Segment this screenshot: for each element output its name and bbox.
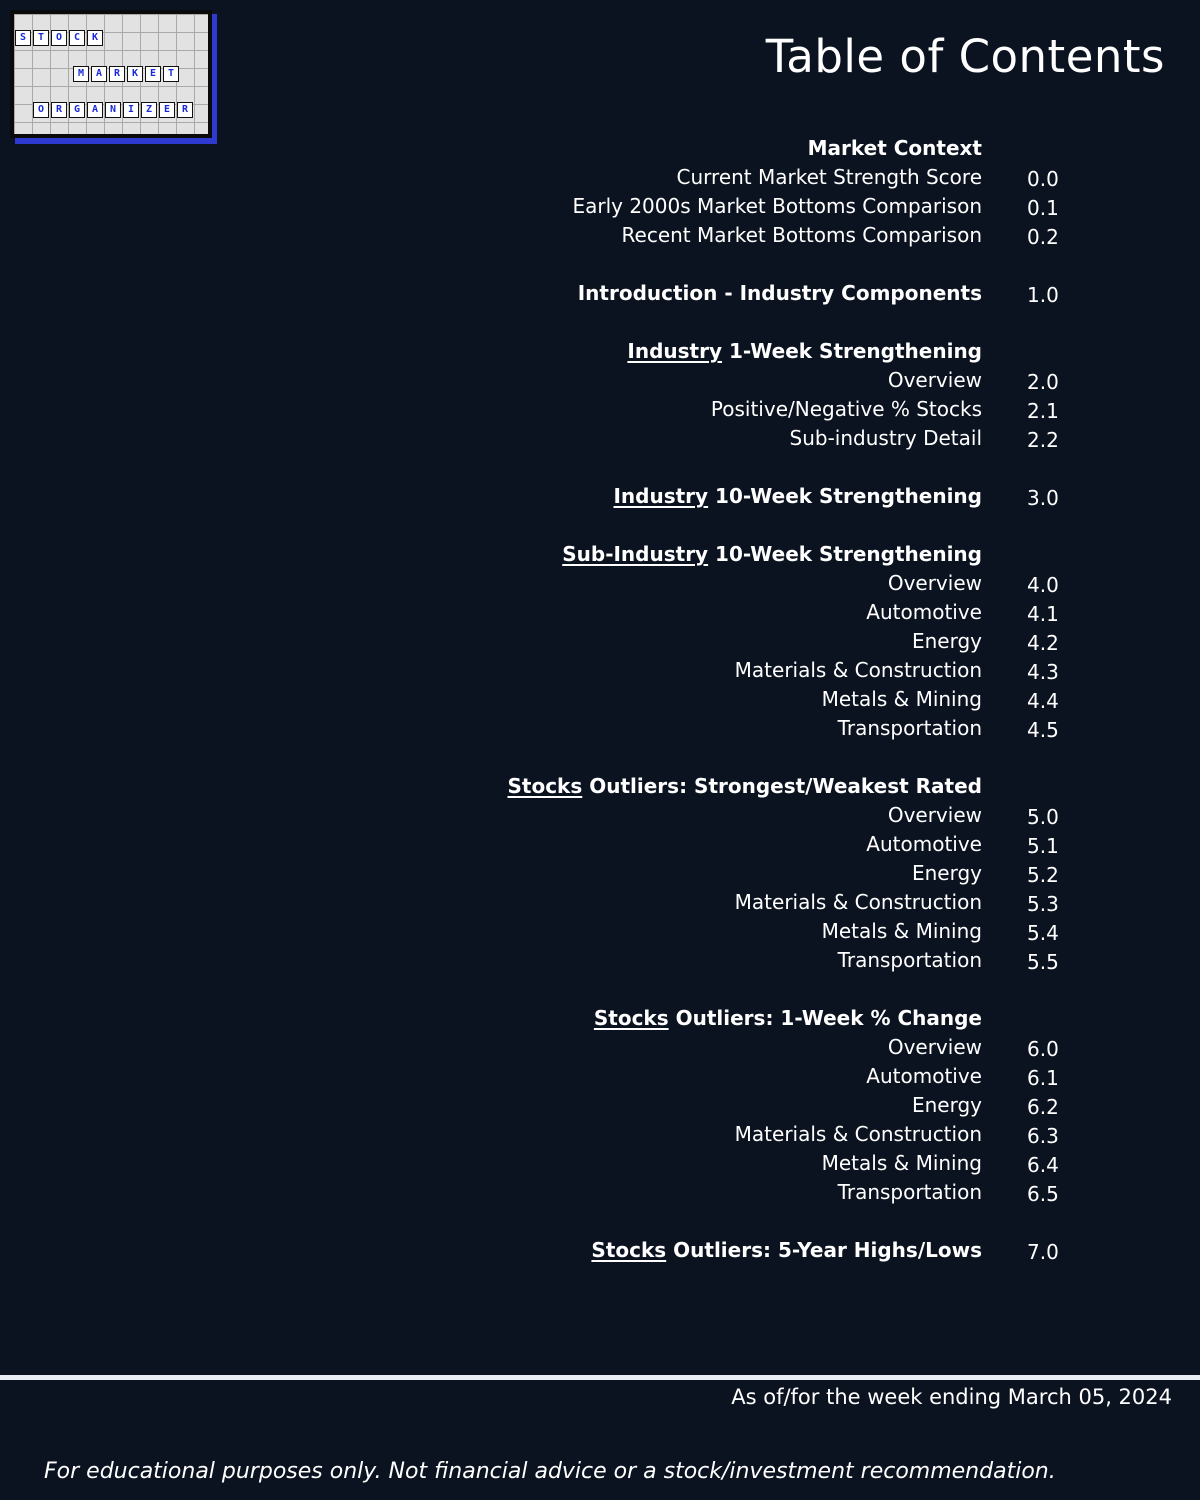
toc-section-number: 4.0 <box>1027 573 1059 597</box>
toc-heading-prefix: Industry <box>613 484 709 508</box>
toc-label-text: Sub-industry Detail <box>789 426 982 450</box>
toc-label <box>790 424 982 453</box>
toc-entry[interactable] <box>0 888 1200 917</box>
toc-entry[interactable] <box>0 627 1200 656</box>
toc-section-number: 4.5 <box>1027 718 1059 742</box>
toc-section-number: 6.4 <box>1027 1153 1059 1177</box>
toc-label <box>508 772 983 801</box>
toc-label <box>838 946 982 975</box>
toc-label-text: Overview <box>887 803 982 827</box>
toc-label <box>622 221 982 250</box>
logo-tile: E <box>159 102 175 118</box>
toc-label-text: Early 2000s Market Bottoms Comparison <box>572 194 982 218</box>
toc-entry[interactable] <box>0 1149 1200 1178</box>
toc-section-heading[interactable] <box>0 540 1200 569</box>
logo-word-stock <box>15 30 105 46</box>
toc-label-text: Positive/Negative % Stocks <box>710 397 982 421</box>
logo-tile: G <box>69 102 85 118</box>
toc-label-text: Materials & Construction <box>734 1122 982 1146</box>
toc-label <box>578 279 982 308</box>
toc-heading-prefix: Industry <box>627 339 723 363</box>
toc-label <box>912 859 982 888</box>
toc-section-number: 5.5 <box>1027 950 1059 974</box>
toc-entry[interactable] <box>0 163 1200 192</box>
toc-label-text: Overview <box>887 571 982 595</box>
toc-section-number: 5.3 <box>1027 892 1059 916</box>
toc-label <box>627 337 982 366</box>
toc-entry[interactable] <box>0 192 1200 221</box>
toc-label-text: Energy <box>911 861 982 885</box>
logo-tile: E <box>145 66 161 82</box>
logo-word-market <box>73 66 181 82</box>
toc-label <box>888 569 982 598</box>
toc-label <box>866 598 982 627</box>
toc-label <box>562 540 982 569</box>
toc-label <box>912 627 982 656</box>
toc-label-text: Automotive <box>866 600 982 624</box>
toc-label <box>888 1033 982 1062</box>
toc-section-number: 2.1 <box>1027 399 1059 423</box>
toc-entry[interactable] <box>0 598 1200 627</box>
toc-label <box>711 395 982 424</box>
toc-label-text: Metals & Mining <box>821 919 982 943</box>
toc-section-number: 6.1 <box>1027 1066 1059 1090</box>
toc-heading-prefix: Stocks <box>507 774 583 798</box>
table-of-contents <box>0 134 1200 1265</box>
toc-entry[interactable] <box>0 424 1200 453</box>
toc-entry[interactable] <box>0 917 1200 946</box>
toc-label <box>613 482 982 511</box>
toc-label <box>866 1062 982 1091</box>
toc-section-number: 4.4 <box>1027 689 1059 713</box>
logo-tile: K <box>127 66 143 82</box>
toc-label-text: Market Context <box>807 136 982 160</box>
toc-entry[interactable] <box>0 714 1200 743</box>
toc-section-number: 6.3 <box>1027 1124 1059 1148</box>
toc-section-number: 4.1 <box>1027 602 1059 626</box>
toc-label-text: 1-Week Strengthening <box>722 339 982 363</box>
logo-tile: T <box>33 30 49 46</box>
toc-heading-prefix: Stocks <box>591 1238 667 1262</box>
toc-entry[interactable] <box>0 221 1200 250</box>
logo-tile: O <box>33 102 49 118</box>
logo-tile: R <box>109 66 125 82</box>
toc-label-text: Introduction - Industry Components <box>577 281 982 305</box>
toc-section-heading[interactable] <box>0 482 1200 511</box>
toc-label <box>912 1091 982 1120</box>
toc-section-number: 0.2 <box>1027 225 1059 249</box>
toc-label-text: Transportation <box>837 1180 982 1204</box>
toc-label-text: Transportation <box>837 716 982 740</box>
toc-section-number: 5.0 <box>1027 805 1059 829</box>
toc-entry[interactable] <box>0 1178 1200 1207</box>
toc-label-text: 10-Week Strengthening <box>708 542 982 566</box>
toc-entry[interactable] <box>0 830 1200 859</box>
page-title: Table of Contents <box>765 30 1165 83</box>
logo-tile: M <box>73 66 89 82</box>
toc-heading-prefix: Stocks <box>593 1006 669 1030</box>
toc-section-heading[interactable] <box>0 772 1200 801</box>
toc-section-heading[interactable] <box>0 1236 1200 1265</box>
toc-entry[interactable] <box>0 946 1200 975</box>
toc-label-text: Current Market Strength Score <box>676 165 982 189</box>
as-of-date: As of/for the week ending March 05, 2024 <box>731 1385 1172 1409</box>
toc-section-number: 6.2 <box>1027 1095 1059 1119</box>
toc-entry[interactable] <box>0 1033 1200 1062</box>
toc-label-text: Metals & Mining <box>821 1151 982 1175</box>
toc-section-number: 0.0 <box>1027 167 1059 191</box>
logo-tile: T <box>163 66 179 82</box>
logo-tile: S <box>15 30 31 46</box>
toc-section-number: 6.0 <box>1027 1037 1059 1061</box>
toc-section-number: 5.1 <box>1027 834 1059 858</box>
toc-entry[interactable] <box>0 656 1200 685</box>
toc-label-text: 10-Week Strengthening <box>708 484 982 508</box>
toc-entry[interactable] <box>0 395 1200 424</box>
footer-divider <box>0 1375 1200 1380</box>
toc-label <box>838 1178 982 1207</box>
logo-tile: N <box>105 102 121 118</box>
toc-section-heading[interactable] <box>0 134 1200 163</box>
toc-section-number: 1.0 <box>1027 283 1059 307</box>
toc-label <box>808 134 982 163</box>
toc-label <box>838 714 982 743</box>
toc-label-text: Outliers: 5-Year Highs/Lows <box>666 1238 982 1262</box>
toc-section-number: 4.3 <box>1027 660 1059 684</box>
logo-tile: R <box>177 102 193 118</box>
toc-label-text: Overview <box>887 368 982 392</box>
toc-label <box>735 656 982 685</box>
toc-label-text: Outliers: 1-Week % Change <box>668 1006 982 1030</box>
disclaimer: For educational purposes only. Not financial advice or a stock/investment recommendation. <box>44 1459 1056 1484</box>
toc-label-text: Overview <box>887 1035 982 1059</box>
toc-label-text: Energy <box>911 629 982 653</box>
toc-entry[interactable] <box>0 1091 1200 1120</box>
toc-entry[interactable] <box>0 685 1200 714</box>
toc-label <box>591 1236 982 1265</box>
logo-tile: K <box>87 30 103 46</box>
toc-entry[interactable] <box>0 801 1200 830</box>
toc-label-text: Energy <box>911 1093 982 1117</box>
toc-section-number: 6.5 <box>1027 1182 1059 1206</box>
toc-section-number: 7.0 <box>1027 1240 1059 1264</box>
toc-section-number: 5.4 <box>1027 921 1059 945</box>
toc-label-text: Materials & Construction <box>734 658 982 682</box>
toc-label <box>888 366 982 395</box>
toc-label <box>735 1120 982 1149</box>
toc-label <box>822 917 982 946</box>
toc-label-text: Recent Market Bottoms Comparison <box>621 223 982 247</box>
toc-label-text: Automotive <box>866 1064 982 1088</box>
toc-label-text: Outliers: Strongest/Weakest Rated <box>582 774 982 798</box>
toc-section-number: 0.1 <box>1027 196 1059 220</box>
toc-section-number: 4.2 <box>1027 631 1059 655</box>
toc-section-number: 2.0 <box>1027 370 1059 394</box>
toc-section-heading[interactable] <box>0 337 1200 366</box>
toc-label-text: Automotive <box>866 832 982 856</box>
toc-entry[interactable] <box>0 1120 1200 1149</box>
toc-label <box>735 888 982 917</box>
toc-entry[interactable] <box>0 366 1200 395</box>
toc-entry[interactable] <box>0 859 1200 888</box>
toc-label <box>594 1004 982 1033</box>
toc-section-number: 5.2 <box>1027 863 1059 887</box>
toc-label-text: Materials & Construction <box>734 890 982 914</box>
logo-tile: A <box>87 102 103 118</box>
toc-heading-prefix: Sub-Industry <box>562 542 709 566</box>
toc-section-number: 3.0 <box>1027 486 1059 510</box>
logo-board <box>10 10 212 138</box>
logo-tile: O <box>51 30 67 46</box>
toc-section-number: 2.2 <box>1027 428 1059 452</box>
logo-word-organizer <box>33 102 195 118</box>
toc-label <box>822 1149 982 1178</box>
logo-tile: A <box>91 66 107 82</box>
toc-label <box>677 163 982 192</box>
toc-label-text: Metals & Mining <box>821 687 982 711</box>
toc-section-heading[interactable] <box>0 1004 1200 1033</box>
toc-label <box>572 192 982 221</box>
logo-tile: Z <box>141 102 157 118</box>
logo-tile: R <box>51 102 67 118</box>
toc-section-heading[interactable] <box>0 279 1200 308</box>
toc-label <box>822 685 982 714</box>
logo-tile: C <box>69 30 85 46</box>
toc-entry[interactable] <box>0 569 1200 598</box>
toc-label <box>866 830 982 859</box>
toc-entry[interactable] <box>0 1062 1200 1091</box>
toc-label-text: Transportation <box>837 948 982 972</box>
logo <box>10 10 217 144</box>
toc-label <box>888 801 982 830</box>
logo-tile: I <box>123 102 139 118</box>
